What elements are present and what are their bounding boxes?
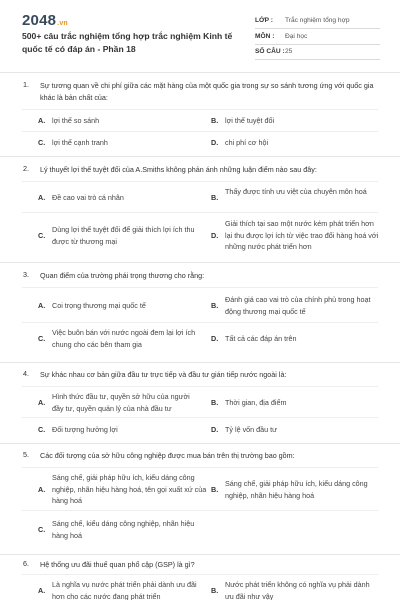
option-text: Nước phát triển không có nghĩa vụ phải dành ưu đãi như vậy — [225, 580, 370, 600]
option-letter: A. — [38, 301, 46, 310]
question-number: 5. — [23, 450, 29, 459]
divider — [22, 386, 378, 387]
option-letter: B. — [211, 116, 219, 125]
option-letter: B. — [211, 398, 219, 407]
option-letter: A. — [38, 193, 46, 202]
meta-lop — [255, 14, 380, 29]
meta-mon-label: MÔN : — [255, 33, 275, 40]
question-text: Hệ thống ưu đãi thuế quan phổ cập (GSP) là gì? — [40, 560, 195, 569]
question-number: 6. — [23, 559, 29, 568]
option-letter: B. — [211, 193, 219, 202]
option-text: Hình thức đầu tư, quyền sở hữu của người đầy tư, quyền quản lý của nhà đầu tư — [52, 392, 190, 413]
option-letter: A. — [38, 398, 46, 407]
option-text: Đề cao vai trò cá nhân — [52, 193, 124, 202]
option-letter: D. — [211, 334, 219, 343]
option-letter: B. — [211, 301, 219, 310]
divider — [22, 212, 378, 213]
document-header — [0, 0, 400, 70]
meta-mon-value: Đại học — [285, 33, 308, 40]
divider — [22, 181, 378, 182]
question-text: Sự khác nhau cơ bản giữa đầu tư trực tiếp và đầu tư gián tiếp nước ngoài là: — [40, 370, 287, 379]
option-text: Tất cả các đáp án trên — [225, 334, 297, 343]
option-text: lợi thế cạnh tranh — [52, 138, 108, 147]
option-text: Là nghĩa vụ nước phát triển phải dành ưu đãi hơn cho các nước đang phát triển — [52, 580, 197, 600]
divider — [0, 554, 400, 555]
option-text: Sáng chế, giải pháp hữu ích, kiểu dáng công nghiệp, nhãn hiệu hàng hoá — [225, 479, 368, 500]
divider — [22, 131, 378, 132]
divider — [0, 262, 400, 263]
site-logo[interactable] — [22, 12, 68, 29]
option-letter: B. — [211, 485, 219, 494]
meta-socau-value: 25 — [285, 48, 293, 55]
meta-socau — [255, 45, 380, 60]
option-letter: C. — [38, 334, 46, 343]
option-text: Thấy được tính ưu việt của chuyên môn hoá — [225, 187, 367, 196]
question-number: 1. — [23, 80, 29, 89]
logo-suffix: .vn — [57, 20, 68, 27]
option-text: chi phí cơ hội — [225, 138, 269, 147]
option-letter: B. — [211, 586, 219, 595]
divider — [0, 72, 400, 73]
option-letter: A. — [38, 116, 46, 125]
option-letter: C. — [38, 138, 46, 147]
option-text: Tỷ lệ vốn đầu tư — [225, 425, 277, 434]
divider — [22, 287, 378, 288]
option-text: lợi thế tuyệt đối — [225, 116, 275, 125]
divider — [0, 156, 400, 157]
meta-lop-value: Trắc nghiệm tổng hợp — [285, 17, 350, 24]
divider — [22, 467, 378, 468]
option-letter: C. — [38, 525, 46, 534]
question-number: 3. — [23, 270, 29, 279]
question-text: Các đối tượng của sở hữu công nghiệp được mua bán trên thị trường bao gồm: — [40, 451, 295, 460]
option-text: Giải thích tại sao một nước kém phát triển hơn lại thu được lợi ích từ việc trao đổi hàng hoá với những nước phát triển hơn — [225, 219, 379, 251]
option-letter: A. — [38, 586, 46, 595]
divider — [0, 362, 400, 363]
option-text: Thời gian, địa điểm — [225, 398, 287, 407]
meta-lop-label: LỚP : — [255, 17, 273, 24]
divider — [22, 510, 378, 511]
option-letter: D. — [211, 231, 219, 240]
option-text: Đối tượng hưởng lợi — [52, 425, 118, 434]
question-text: Lý thuyết lợi thế tuyệt đối của A.Smiths không phản ánh những luận điểm nào sau đây: — [40, 165, 317, 174]
divider — [22, 322, 378, 323]
question-number: 2. — [23, 164, 29, 173]
divider — [22, 574, 378, 575]
option-text: Sáng chế, kiểu dáng công nghiệp, nhãn hiệu hàng hoá — [52, 519, 195, 540]
option-text: Sáng chế, giải pháp hữu ích, kiểu dáng công nghiệp, nhãn hiệu hàng hoá, tên gọi xuất xứ của hàng hoá — [52, 473, 207, 505]
option-text: Đánh giá cao vai trò của chính phủ trong hoạt động thương mại quốc tế — [225, 295, 371, 316]
divider — [22, 417, 378, 418]
meta-socau-label: SỐ CÂU : — [255, 48, 285, 55]
option-text: Coi trọng thương mại quốc tế — [52, 301, 146, 310]
option-text: Việc buôn bán với nước ngoài đem lại lợi ích chung cho các bên tham gia — [52, 328, 196, 349]
question-number: 4. — [23, 369, 29, 378]
meta-mon — [255, 30, 380, 45]
option-letter: D. — [211, 425, 219, 434]
option-text: lợi thế so sánh — [52, 116, 100, 125]
divider — [22, 109, 378, 110]
document-title: 500+ câu trắc nghiệm tổng hợp trắc nghiệm Kinh tế quốc tế có đáp án - Phần 18 — [22, 31, 233, 54]
question-text: Sự tương quan về chi phí giữa các mặt hàng của một quốc gia trong sự so sánh tương ứng với quốc gia khác là bản chất của: — [40, 81, 374, 102]
option-letter: C. — [38, 231, 46, 240]
option-letter: D. — [211, 138, 219, 147]
divider — [0, 443, 400, 444]
logo-text: 2048 — [22, 12, 57, 29]
option-letter: A. — [38, 485, 46, 494]
option-letter: C. — [38, 425, 46, 434]
question-text: Quan điểm của trường phái trọng thương cho rằng: — [40, 271, 205, 280]
option-text: Dùng lợi thế tuyệt đối để giải thích lợi ích thu được từ thương mại — [52, 225, 195, 246]
